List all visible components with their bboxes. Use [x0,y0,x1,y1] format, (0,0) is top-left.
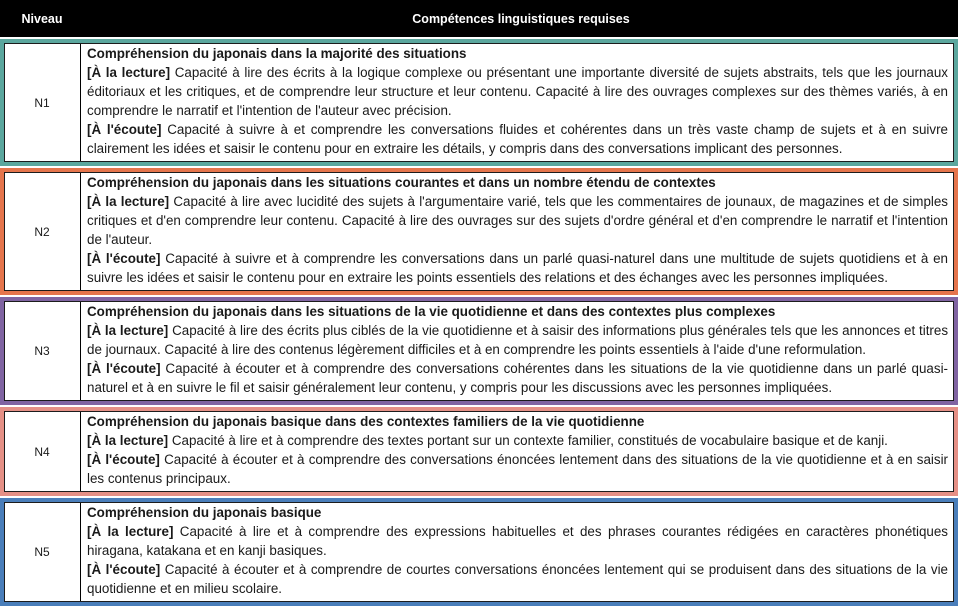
lecture-text: Capacité à lire des écrits plus ciblés de la vie quotidienne et à saisir des informations plus générales tels que les annonces et titres de journaux. Capacité à lire des contenus légèrement difficiles et à en comprendre les points essentiels à l'aide d'une reformulation. [87,323,949,357]
ecoute-text: Capacité à suivre et à comprendre les conversations dans un parlé quasi-naturel dans une multitude de sujets quotidiens et à en suivre les idées et saisir le contenu pour en extraire les points essentiels des relations et des échanges avec les personnes impliquées. [87,251,948,285]
row-title: Compréhension du japonais dans les situations courantes et dans un nombre étendu de contextes [87,175,716,190]
table-header [0,0,958,37]
lecture-section [87,522,948,560]
description-n4 [81,411,954,492]
lecture-label: [À la lecture] [87,194,170,209]
row-title: Compréhension du japonais basique [87,505,322,520]
ecoute-section [87,120,948,158]
description-n3 [81,301,954,401]
row-title: Compréhension du japonais basique dans des contextes familiers de la vie quotidienne [87,414,645,429]
row-title: Compréhension du japonais dans la majorité des situations [87,46,467,61]
lecture-text: Capacité à lire et à comprendre des textes portant sur un contexte familier, constitués de vocabulaire basique et de kanji. [168,433,888,448]
ecoute-label: [À l'écoute] [87,452,160,467]
row-n3 [0,297,958,405]
description-n2 [81,172,954,291]
description-n5 [81,502,954,602]
level-label-n4: N4 [4,411,81,492]
lecture-label: [À la lecture] [87,323,169,338]
lecture-label: [À la lecture] [87,524,174,539]
ecoute-text: Capacité à écouter et à comprendre des conversations énoncées lentement dans des situations de la vie quotidienne et à en saisir les contenus principaux. [87,452,949,486]
ecoute-label: [À l'écoute] [87,122,162,137]
level-label-n1: N1 [4,43,81,162]
header-niveau: Niveau [21,11,63,26]
ecoute-section [87,450,948,488]
lecture-text: Capacité à lire et à comprendre des expressions habituelles et des phrases courantes rédigées en caractères phonétiques hiragana, katakana et en kanji basiques. [87,524,948,558]
row-n4 [0,407,958,496]
lecture-section [87,321,948,359]
lecture-label: [À la lecture] [87,433,169,448]
level-label-n2: N2 [4,172,81,291]
row-title: Compréhension du japonais dans les situations de la vie quotidienne et dans des contextes plus complexes [87,304,776,319]
lecture-section [87,431,948,450]
ecoute-section [87,560,948,598]
ecoute-label: [À l'écoute] [87,251,161,266]
ecoute-section [87,249,948,287]
level-label-n3: N3 [4,301,81,401]
row-n1 [0,39,958,166]
lecture-text: Capacité à lire des écrits à la logique complexe ou présentant une importante diversité de sujets abstraits, tels que les journaux éditoriaux et les critiques, et de comprendre leur structure et leur contenu. Capacité à lire des ouvrages complexes sur des thèmes variés, à en comprendre le narratif et l'intention de l'auteur avec précision. [87,65,948,118]
ecoute-text: Capacité à suivre à et comprendre les conversations fluides et cohérentes dans un très vaste champ de sujets et à en suivre clairement les idées et saisir le contenu pour en extraire les détails, y compris dans des conversations implicant des personnes. [87,122,948,156]
level-label-n5: N5 [4,502,81,602]
ecoute-label: [À l'écoute] [87,562,161,577]
lecture-section [87,63,948,120]
row-n2 [0,168,958,295]
ecoute-label: [À l'écoute] [87,361,161,376]
lecture-label: [À la lecture] [87,65,171,80]
lecture-text: Capacité à lire avec lucidité des sujets à l'argumentaire varié, tels que les commentaires de jounaux, de magazines et de simples critiques et d'en comprendre leur contenu. Capacité à lire des ouvrages sur des sujets d'ordre général et d'en comprendre le narratif et l'intention de l'auteur. [87,194,949,247]
description-n1 [81,43,954,162]
ecoute-text: Capacité à écouter et à comprendre des conversations cohérentes dans les situations de la vie quotidienne dans un parlé quasi-naturel et à en suivre le fil et saisir généralement leur contenu, y compris pour les discussions avec les personnes impliquées. [87,361,949,395]
ecoute-section [87,359,948,397]
lecture-section [87,192,948,249]
row-n5 [0,498,958,606]
ecoute-text: Capacité à écouter et à comprendre de courtes conversations énoncées lentement qui se produisent dans des situations de la vie quotidienne et en milieu scolaire. [87,562,948,596]
header-competences: Compétences linguistiques requises [412,11,630,26]
